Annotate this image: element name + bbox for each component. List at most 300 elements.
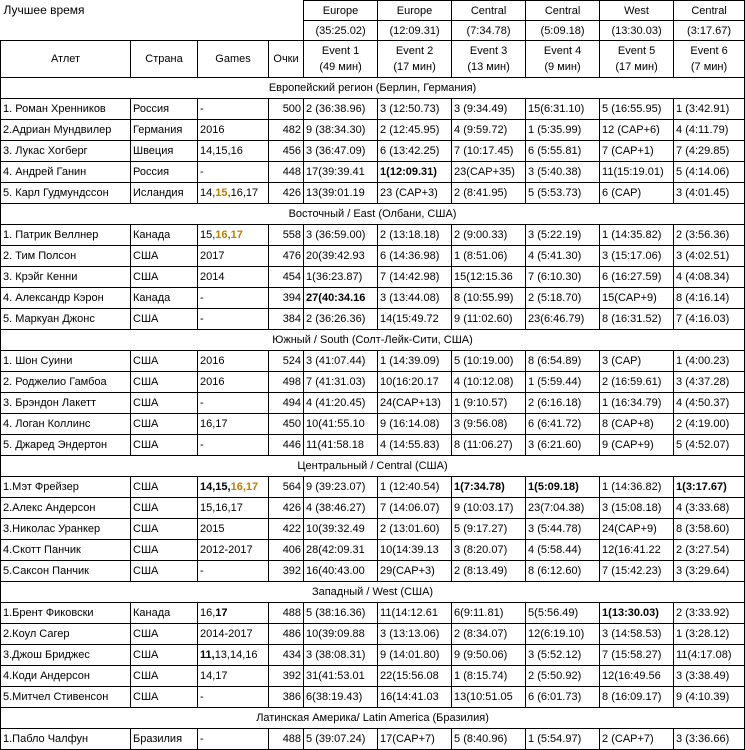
athlete-name: 4. Андрей Ганин bbox=[1, 162, 131, 183]
event-result: 7 (14:06.07) bbox=[378, 498, 452, 519]
table-row bbox=[1, 666, 745, 687]
event-result: 5 (8:40.96) bbox=[452, 729, 526, 750]
games-year: 14,15, bbox=[200, 480, 231, 493]
athlete-points: 446 bbox=[269, 435, 304, 456]
event-result: 10(14:39.13 bbox=[378, 540, 452, 561]
games-year: 11, bbox=[200, 648, 215, 661]
event-result: 2 (5:50.92) bbox=[526, 666, 600, 687]
event-result: 2 (3:56.36) bbox=[674, 225, 745, 246]
athlete-country: Россия bbox=[131, 99, 198, 120]
event-result: 4 (41:20.45) bbox=[304, 393, 378, 414]
event-result: 1(5:09.18) bbox=[526, 477, 600, 498]
athlete-points: 524 bbox=[269, 351, 304, 372]
athlete-games: - bbox=[198, 288, 269, 309]
event-result: 5 (4:52.07) bbox=[674, 435, 745, 456]
event-result: 2 (16:59.61) bbox=[600, 372, 674, 393]
event-result: 16(40:43.00 bbox=[304, 561, 378, 582]
games-year: 14, bbox=[200, 186, 216, 199]
event-result: 2 (13:18.18) bbox=[378, 225, 452, 246]
athlete-games: - bbox=[198, 309, 269, 330]
region-header: West bbox=[600, 1, 674, 21]
event-result: 4 (38:46.27) bbox=[304, 498, 378, 519]
event-result: 4 (9:59.72) bbox=[452, 120, 526, 141]
event-result: 17(CAP+7) bbox=[378, 729, 452, 750]
event-result: 2 (8:34.07) bbox=[452, 624, 526, 645]
athlete-games: 2012-2017 bbox=[198, 540, 269, 561]
athlete-country: Россия bbox=[131, 162, 198, 183]
table-row bbox=[1, 414, 745, 435]
event-result: 9 (14:01.80) bbox=[378, 645, 452, 666]
event-result: 9 (CAP+9) bbox=[600, 435, 674, 456]
event-result: 9 (38:34.30) bbox=[304, 120, 378, 141]
event-result: 1 (14:36.82) bbox=[600, 477, 674, 498]
event-result: 3 (5:40.38) bbox=[526, 162, 600, 183]
event-result: 3 (9:56.08) bbox=[452, 414, 526, 435]
athlete-name: 3. Крэйг Кенни bbox=[1, 267, 131, 288]
athlete-name: 2.Коул Сагер bbox=[1, 624, 131, 645]
event-header: Event 3 (13 мин) bbox=[452, 41, 526, 78]
event-result: 2 (4:19.00) bbox=[674, 414, 745, 435]
athlete-points: 482 bbox=[269, 120, 304, 141]
games-year: , bbox=[227, 228, 231, 241]
table-row bbox=[1, 141, 745, 162]
event-result: 1 (4:00.23) bbox=[674, 351, 745, 372]
athlete-country: США bbox=[131, 645, 198, 666]
event-result: 6 (13:42.25) bbox=[378, 141, 452, 162]
athlete-games: 14,15,16 bbox=[198, 141, 269, 162]
athlete-country: Канада bbox=[131, 603, 198, 624]
table-row bbox=[1, 267, 745, 288]
table-row bbox=[1, 393, 745, 414]
athlete-points: 564 bbox=[269, 477, 304, 498]
table-row bbox=[1, 603, 745, 624]
athlete-games: 2014 bbox=[198, 267, 269, 288]
event-result: 3 (5:52.12) bbox=[526, 645, 600, 666]
event-result: 3 (3:29.64) bbox=[674, 561, 745, 582]
table-row bbox=[1, 645, 745, 666]
event-result: 1 (8:51.06) bbox=[452, 246, 526, 267]
best-time-value: (13:30.03) bbox=[600, 21, 674, 41]
event-result: 3 (3:36.66) bbox=[674, 729, 745, 750]
athlete-name: 5.Митчел Стивенсон bbox=[1, 687, 131, 708]
athlete-name: 5. Джаред Эндертон bbox=[1, 435, 131, 456]
event-result: 1(7:34.78) bbox=[452, 477, 526, 498]
event-result: 12(6:19.10) bbox=[526, 624, 600, 645]
athlete-name: 3. Брэндон Лакетт bbox=[1, 393, 131, 414]
event-result: 4 (10:12.08) bbox=[452, 372, 526, 393]
athlete-games: 2016 bbox=[198, 351, 269, 372]
region-header: Central bbox=[526, 1, 600, 21]
region-section-title: Восточный / East (Олбани, США) bbox=[1, 204, 745, 225]
event-result: 5 (16:55.95) bbox=[600, 99, 674, 120]
event-result: 3 (3:38.49) bbox=[674, 666, 745, 687]
event-result: 11(15:19.01) bbox=[600, 162, 674, 183]
event-result: 7 (14:42.98) bbox=[378, 267, 452, 288]
event-result: 1(13:30.03) bbox=[600, 603, 674, 624]
event-result: 7 (CAP+1) bbox=[600, 141, 674, 162]
event-result: 3 (4:37.28) bbox=[674, 372, 745, 393]
athlete-games: 2015 bbox=[198, 519, 269, 540]
athlete-points: 386 bbox=[269, 687, 304, 708]
athlete-name: 2. Тим Полсон bbox=[1, 246, 131, 267]
event-header: Event 5 (17 мин) bbox=[600, 41, 674, 78]
table-row bbox=[1, 183, 745, 204]
event-result: 3 (4:01.45) bbox=[674, 183, 745, 204]
table-row bbox=[1, 729, 745, 750]
table-row bbox=[1, 351, 745, 372]
table-row bbox=[1, 477, 745, 498]
athlete-games: 2017 bbox=[198, 246, 269, 267]
event-result: 5 (10:19.00) bbox=[452, 351, 526, 372]
athlete-points: 494 bbox=[269, 393, 304, 414]
athlete-games: - bbox=[198, 435, 269, 456]
event-result: 12 (CAP+6) bbox=[600, 120, 674, 141]
event-result: 3 (13:44.08) bbox=[378, 288, 452, 309]
event-result: 9 (11:02.60) bbox=[452, 309, 526, 330]
athlete-country: США bbox=[131, 435, 198, 456]
games-year: 16, bbox=[200, 606, 216, 619]
event-result: 13(10:51.05 bbox=[452, 687, 526, 708]
athlete-name: 1. Роман Хренников bbox=[1, 99, 131, 120]
event-result: 1 (5:54.97) bbox=[526, 729, 600, 750]
event-result: 9 (39:23.07) bbox=[304, 477, 378, 498]
table-row bbox=[1, 225, 745, 246]
athlete-country: Швеция bbox=[131, 141, 198, 162]
event-result: 3 (41:07.44) bbox=[304, 351, 378, 372]
event-result: 28(42:09.31 bbox=[304, 540, 378, 561]
event-result: 2 (36:38.96) bbox=[304, 99, 378, 120]
athlete-country: Исландия bbox=[131, 183, 198, 204]
region-header: Europe bbox=[304, 1, 378, 21]
best-time-value: (35:25.02) bbox=[304, 21, 378, 41]
athlete-country: США bbox=[131, 687, 198, 708]
event-result: 6(38:19.43) bbox=[304, 687, 378, 708]
athlete-name: 1.Пабло Чалфун bbox=[1, 729, 131, 750]
event-result: 5 (38:16.36) bbox=[304, 603, 378, 624]
table-row bbox=[1, 624, 745, 645]
event-result: 15(6:31.10) bbox=[526, 99, 600, 120]
event-result: 11(41:58.18 bbox=[304, 435, 378, 456]
event-result: 3 (36:59.00) bbox=[304, 225, 378, 246]
athlete-points: 422 bbox=[269, 519, 304, 540]
event-result: 23(7:04.38) bbox=[526, 498, 600, 519]
event-result: 2 (8:41.95) bbox=[452, 183, 526, 204]
table-row bbox=[1, 288, 745, 309]
event-result: 10(39:32.49 bbox=[304, 519, 378, 540]
athlete-country: США bbox=[131, 267, 198, 288]
event-result: 9 (4:10.39) bbox=[674, 687, 745, 708]
region-section-row bbox=[1, 78, 745, 99]
table-row bbox=[1, 309, 745, 330]
table-row bbox=[1, 519, 745, 540]
event-result: 23(6:46.79) bbox=[526, 309, 600, 330]
event-result: 2 (CAP+7) bbox=[600, 729, 674, 750]
games-year: 15, bbox=[200, 228, 216, 241]
athlete-country: Бразилия bbox=[131, 729, 198, 750]
event-result: 9 (10:03.17) bbox=[452, 498, 526, 519]
event-result: 1(3:17.67) bbox=[674, 477, 745, 498]
athlete-name: 1. Патрик Веллнер bbox=[1, 225, 131, 246]
event-result: 1 (9:10.57) bbox=[452, 393, 526, 414]
event-result: 3 (5:44.78) bbox=[526, 519, 600, 540]
athlete-name: 3. Лукас Хогберг bbox=[1, 141, 131, 162]
event-result: 2 (6:16.18) bbox=[526, 393, 600, 414]
table-row bbox=[1, 120, 745, 141]
athlete-name: 1. Шон Суини bbox=[1, 351, 131, 372]
event-result: 5(5:56.49) bbox=[526, 603, 600, 624]
athlete-points: 488 bbox=[269, 729, 304, 750]
athlete-points: 498 bbox=[269, 372, 304, 393]
athlete-name: 3.Николас Уранкер bbox=[1, 519, 131, 540]
athlete-games bbox=[198, 183, 269, 204]
athlete-games: - bbox=[198, 393, 269, 414]
region-section-row bbox=[1, 456, 745, 477]
table-row bbox=[1, 540, 745, 561]
region-section-row bbox=[1, 582, 745, 603]
event-result: 23 (CAP+3) bbox=[378, 183, 452, 204]
region-section-row bbox=[1, 204, 745, 225]
event-result: 7 (41:31.03) bbox=[304, 372, 378, 393]
event-result: 3 (13:13.06) bbox=[378, 624, 452, 645]
event-result: 29(CAP+3) bbox=[378, 561, 452, 582]
event-result: 6 (14:36.98) bbox=[378, 246, 452, 267]
athlete-name: 5. Карл Гудмундссон bbox=[1, 183, 131, 204]
athlete-country: Канада bbox=[131, 225, 198, 246]
region-section-title: Европейский регион (Берлин, Германия) bbox=[1, 78, 745, 99]
table-row bbox=[1, 498, 745, 519]
athlete-name: 5. Маркуан Джонс bbox=[1, 309, 131, 330]
event-result: 7 (6:10.30) bbox=[526, 267, 600, 288]
athlete-games: - bbox=[198, 162, 269, 183]
athlete-country: США bbox=[131, 666, 198, 687]
event-result: 10(39:09.88 bbox=[304, 624, 378, 645]
event-result: 13(39:01.19 bbox=[304, 183, 378, 204]
event-result: 3 (12:50.73) bbox=[378, 99, 452, 120]
region-section-title: Западный / West (США) bbox=[1, 582, 745, 603]
event-result: 27(40:34.16 bbox=[304, 288, 378, 309]
table-row bbox=[1, 99, 745, 120]
event-result: 7 (15:42.23) bbox=[600, 561, 674, 582]
event-result: 8 (6:12.60) bbox=[526, 561, 600, 582]
best-time-value: (3:17.67) bbox=[674, 21, 745, 41]
event-result: 8 (16:09.17) bbox=[600, 687, 674, 708]
athlete-country: США bbox=[131, 519, 198, 540]
event-result: 7 (10:17.45) bbox=[452, 141, 526, 162]
region-section-title: Центральный / Central (США) bbox=[1, 456, 745, 477]
athlete-country: США bbox=[131, 498, 198, 519]
games-year: 16,17 bbox=[230, 480, 259, 493]
event-result: 1 (14:35.82) bbox=[600, 225, 674, 246]
event-result: 1(36:23.87) bbox=[304, 267, 378, 288]
region-header: Europe bbox=[378, 1, 452, 21]
column-header-country: Страна bbox=[131, 41, 198, 78]
athlete-country: США bbox=[131, 561, 198, 582]
region-section-row bbox=[1, 708, 745, 729]
athlete-games: 15,16,17 bbox=[198, 498, 269, 519]
event-result: 6 (6:01.73) bbox=[526, 687, 600, 708]
region-section-row bbox=[1, 330, 745, 351]
event-result: 5 (39:07.24) bbox=[304, 729, 378, 750]
event-result: 6 (6:41.72) bbox=[526, 414, 600, 435]
games-year: 17 bbox=[215, 606, 228, 619]
games-year: 16 bbox=[215, 228, 228, 241]
event-result: 4 (5:41.30) bbox=[526, 246, 600, 267]
event-result: 1(12:09.31) bbox=[378, 162, 452, 183]
event-result: 15(12:15.36 bbox=[452, 267, 526, 288]
event-result: 7 (4:16.03) bbox=[674, 309, 745, 330]
athlete-name: 4.Коди Андерсон bbox=[1, 666, 131, 687]
athlete-points: 500 bbox=[269, 99, 304, 120]
event-result: 3 (36:47.09) bbox=[304, 141, 378, 162]
event-result: 2 (13:01.60) bbox=[378, 519, 452, 540]
athlete-games: 14,17 bbox=[198, 666, 269, 687]
athlete-points: 392 bbox=[269, 666, 304, 687]
athlete-points: 426 bbox=[269, 183, 304, 204]
event-result: 9 (16:14.08) bbox=[378, 414, 452, 435]
athlete-country: США bbox=[131, 393, 198, 414]
event-result: 2 (12:45.95) bbox=[378, 120, 452, 141]
best-time-title: Лучшее время bbox=[1, 1, 304, 41]
event-result: 14(15:49.72 bbox=[378, 309, 452, 330]
event-result: 8 (3:58.60) bbox=[674, 519, 745, 540]
athlete-name: 5.Саксон Панчик bbox=[1, 561, 131, 582]
athlete-points: 456 bbox=[269, 141, 304, 162]
athlete-name: 4. Логан Коллинс bbox=[1, 414, 131, 435]
event-header: Event 1 (49 мин) bbox=[304, 41, 378, 78]
event-result: 16(14:41.03 bbox=[378, 687, 452, 708]
event-result: 2 (3:27.54) bbox=[674, 540, 745, 561]
event-result: 2 (36:26.36) bbox=[304, 309, 378, 330]
column-header-points: Очки bbox=[269, 41, 304, 78]
table-row bbox=[1, 561, 745, 582]
region-header: Central bbox=[674, 1, 745, 21]
event-result: 11(4:17.08) bbox=[674, 645, 745, 666]
event-result: 11(14:12.61 bbox=[378, 603, 452, 624]
athlete-country: Германия bbox=[131, 120, 198, 141]
event-result: 4 (3:33.68) bbox=[674, 498, 745, 519]
athlete-points: 384 bbox=[269, 309, 304, 330]
athlete-points: 558 bbox=[269, 225, 304, 246]
event-result: 8 (16:31.52) bbox=[600, 309, 674, 330]
event-result: 2 (3:33.92) bbox=[674, 603, 745, 624]
event-result: 23(CAP+35) bbox=[452, 162, 526, 183]
event-result: 3 (8:20.07) bbox=[452, 540, 526, 561]
athlete-points: 406 bbox=[269, 540, 304, 561]
event-result: 4 (4:11.79) bbox=[674, 120, 745, 141]
event-result: 1 (5:59.44) bbox=[526, 372, 600, 393]
event-result: 1 (3:28.12) bbox=[674, 624, 745, 645]
athlete-points: 450 bbox=[269, 414, 304, 435]
event-result: 2 (9:00.33) bbox=[452, 225, 526, 246]
event-result: 9 (9:50.06) bbox=[452, 645, 526, 666]
athlete-games bbox=[198, 225, 269, 246]
event-result: 5 (9:17.27) bbox=[452, 519, 526, 540]
games-year: ,16,17 bbox=[227, 186, 259, 199]
event-result: 2 (5:18.70) bbox=[526, 288, 600, 309]
event-result: 6(9:11.81) bbox=[452, 603, 526, 624]
table-row bbox=[1, 246, 745, 267]
event-result: 22(15:56.08 bbox=[378, 666, 452, 687]
games-year: 13,14,16 bbox=[214, 648, 258, 661]
athlete-games bbox=[198, 645, 269, 666]
athlete-name: 1.Брент Фиковски bbox=[1, 603, 131, 624]
event-result: 3 (15:08.18) bbox=[600, 498, 674, 519]
athlete-country: США bbox=[131, 540, 198, 561]
event-result: 3 (9:34.49) bbox=[452, 99, 526, 120]
event-result: 5 (5:53.73) bbox=[526, 183, 600, 204]
event-result: 8 (4:16.14) bbox=[674, 288, 745, 309]
event-header: Event 2 (17 мин) bbox=[378, 41, 452, 78]
athlete-points: 426 bbox=[269, 498, 304, 519]
event-result: 4 (4:50.37) bbox=[674, 393, 745, 414]
event-result: 10(41:55.10 bbox=[304, 414, 378, 435]
event-result: 8 (6:54.89) bbox=[526, 351, 600, 372]
event-result: 12(16:41.22 bbox=[600, 540, 674, 561]
athlete-country: США bbox=[131, 351, 198, 372]
event-result: 1 (12:40.54) bbox=[378, 477, 452, 498]
region-header: Central bbox=[452, 1, 526, 21]
event-result: 8 (CAP+8) bbox=[600, 414, 674, 435]
event-result: 4 (5:58.44) bbox=[526, 540, 600, 561]
event-result: 4 (4:08.34) bbox=[674, 267, 745, 288]
table-row bbox=[1, 687, 745, 708]
event-header: Event 4 (9 мин) bbox=[526, 41, 600, 78]
event-result: 3 (6:21.60) bbox=[526, 435, 600, 456]
column-header-games: Games bbox=[198, 41, 269, 78]
event-result: 2 (8:13.49) bbox=[452, 561, 526, 582]
athlete-name: 2. Роджелио Гамбоа bbox=[1, 372, 131, 393]
event-result: 17(39:39.41 bbox=[304, 162, 378, 183]
athlete-games bbox=[198, 477, 269, 498]
athlete-name: 4. Александр Кэрон bbox=[1, 288, 131, 309]
best-time-value: (12:09.31) bbox=[378, 21, 452, 41]
table-row bbox=[1, 372, 745, 393]
table-row bbox=[1, 435, 745, 456]
event-result: 3 (4:02.51) bbox=[674, 246, 745, 267]
event-result: 7 (4:29.85) bbox=[674, 141, 745, 162]
athlete-points: 392 bbox=[269, 561, 304, 582]
event-result: 24(CAP+13) bbox=[378, 393, 452, 414]
athlete-games: 2016 bbox=[198, 120, 269, 141]
athlete-games bbox=[198, 603, 269, 624]
athlete-games: - bbox=[198, 561, 269, 582]
athlete-country: Канада bbox=[131, 288, 198, 309]
best-time-value: (7:34.78) bbox=[452, 21, 526, 41]
event-result: 7 (15:58.27) bbox=[600, 645, 674, 666]
athlete-points: 488 bbox=[269, 603, 304, 624]
event-result: 6 (CAP) bbox=[600, 183, 674, 204]
event-result: 15(CAP+9) bbox=[600, 288, 674, 309]
table-row bbox=[1, 162, 745, 183]
event-result: 1 (14:39.09) bbox=[378, 351, 452, 372]
event-result: 31(41:53.01 bbox=[304, 666, 378, 687]
best-time-value: (5:09.18) bbox=[526, 21, 600, 41]
athlete-country: США bbox=[131, 624, 198, 645]
event-result: 1 (8:15.74) bbox=[452, 666, 526, 687]
event-result: 10(16:20.17 bbox=[378, 372, 452, 393]
event-result: 6 (5:55.81) bbox=[526, 141, 600, 162]
athlete-name: 1.Мэт Фрейзер bbox=[1, 477, 131, 498]
athlete-games: 2014-2017 bbox=[198, 624, 269, 645]
athlete-points: 486 bbox=[269, 624, 304, 645]
event-result: 20(39:42.93 bbox=[304, 246, 378, 267]
column-header-athlete: Атлет bbox=[1, 41, 131, 78]
athlete-points: 448 bbox=[269, 162, 304, 183]
athlete-games: - bbox=[198, 687, 269, 708]
event-result: 1 (3:42.91) bbox=[674, 99, 745, 120]
athlete-country: США bbox=[131, 246, 198, 267]
event-result: 3 (CAP) bbox=[600, 351, 674, 372]
